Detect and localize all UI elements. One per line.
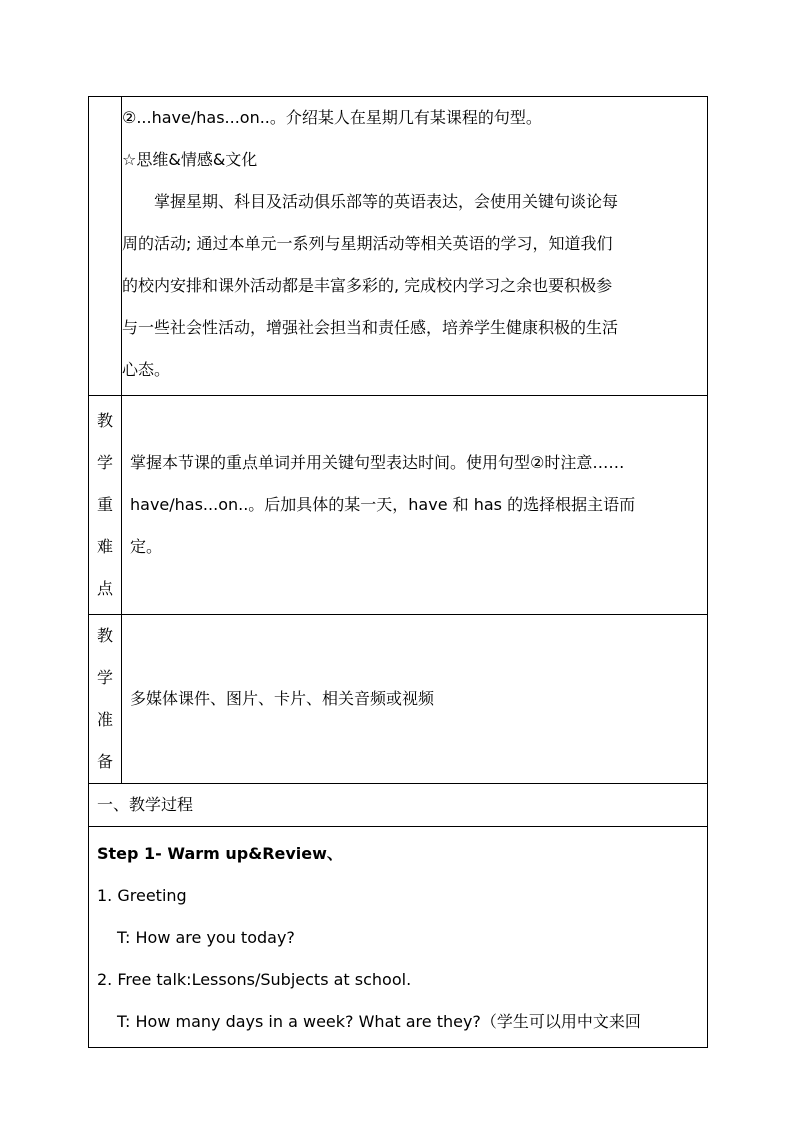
label-char: 点 — [96, 579, 113, 598]
label-char: 学 — [96, 453, 113, 472]
objective-text-line: 与一些社会性活动，增强社会担当和责任感，培养学生健康积极的生活 — [122, 318, 619, 337]
objective-text-line: 掌握星期、科目及活动俱乐部等的英语表达，会使用关键句谈论每 — [154, 192, 619, 211]
greeting-dialogue: T: How are you today? — [117, 928, 295, 947]
process-heading-row — [89, 784, 708, 827]
objective-text-line: 的校内安排和课外活动都是丰富多彩的, 完成校内学习之余也要积极参 — [122, 276, 613, 295]
preparation-text: 多媒体课件、图片、卡片、相关音频或视频 — [130, 689, 435, 708]
free-talk-item: 2. Free talk:Lessons/Subjects at school. — [97, 970, 412, 989]
step1-title: Step 1- Warm up&Review、 — [97, 844, 343, 863]
label-char: 教 — [96, 411, 113, 430]
preparation-content-cell — [122, 615, 708, 784]
objectives-row — [89, 97, 708, 396]
step1-row — [89, 827, 708, 1048]
process-heading: 一、教学过程 — [97, 795, 194, 814]
process-heading-cell — [89, 784, 708, 827]
objectives-content-cell — [122, 97, 708, 396]
key-points-text-line: have/has...on..。后加具体的某一天，have 和 has 的选择根据主语而 — [130, 495, 636, 514]
key-points-label-cell — [89, 396, 122, 615]
key-points-text-line: 掌握本节课的重点单词并用关键句型表达时间。使用句型②时注意…… — [130, 453, 625, 472]
objective-text-line: 心态。 — [122, 360, 171, 379]
objective-text-line: 周的活动; 通过本单元一系列与星期活动等相关英语的学习，知道我们 — [122, 234, 613, 253]
key-points-row — [89, 396, 708, 615]
preparation-row — [89, 615, 708, 784]
key-points-content-cell — [122, 396, 708, 615]
step1-cell — [89, 827, 708, 1048]
thinking-emotion-culture-heading: ☆思维&情感&文化 — [122, 150, 258, 169]
label-char: 准 — [96, 710, 113, 729]
label-char: 难 — [96, 537, 113, 556]
sentence-pattern-line: ②...have/has...on..。介绍某人在星期几有某课程的句型。 — [122, 108, 542, 127]
label-char: 教 — [96, 626, 113, 645]
free-talk-dialogue: T: How many days in a week? What are they?（学生可以用中文来回 — [117, 1012, 641, 1031]
label-char: 重 — [96, 495, 113, 514]
label-char: 学 — [96, 668, 113, 687]
label-char: 备 — [96, 752, 113, 771]
lesson-plan-table — [88, 96, 708, 1048]
objectives-label-cell — [89, 97, 122, 396]
key-points-text-line: 定。 — [130, 537, 163, 556]
preparation-label-cell — [89, 615, 122, 784]
greeting-item: 1. Greeting — [97, 886, 187, 905]
